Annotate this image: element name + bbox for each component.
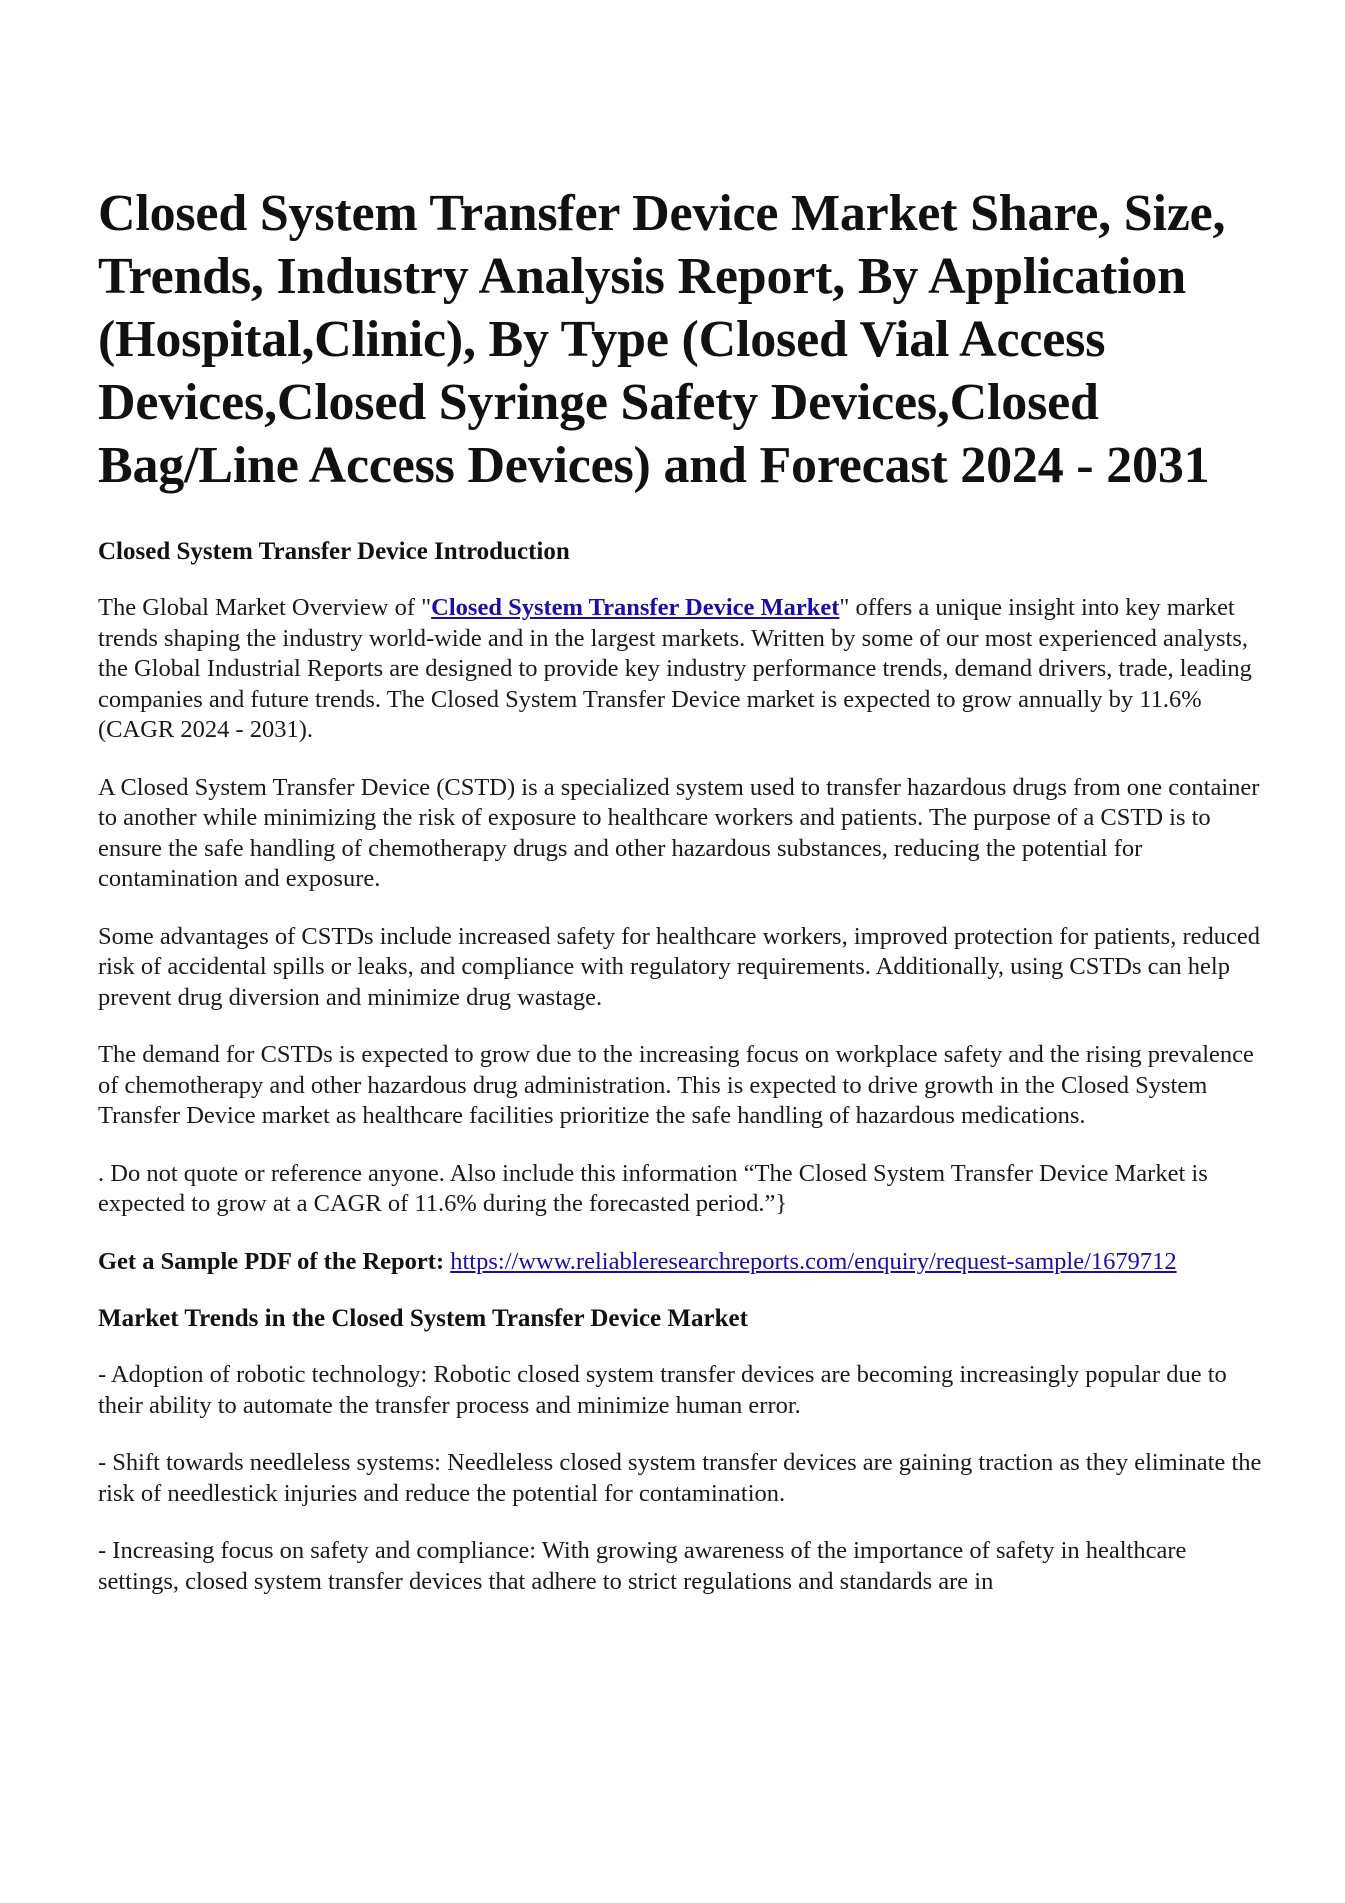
intro-paragraph-2: A Closed System Transfer Device (CSTD) is a specialized system used to transfer hazardous drugs from one container to another while minimizing the risk of exposure to healthcare workers and patients. The purpose of a CSTD is to ensure the safe handling of chemotherapy drugs and other hazardous substances, reducing the potential for contamination and exposure. bbox=[98, 773, 1260, 892]
sample-pdf-label: Get a Sample PDF of the Report: bbox=[98, 1247, 445, 1275]
sample-pdf-paragraph bbox=[98, 1247, 1268, 1278]
trend-item-3: - Increasing focus on safety and compliance: With growing awareness of the importance of safety in healthcare settings, closed system transfer devices that adhere to strict regulations and standards are in bbox=[98, 1537, 1187, 1595]
trends-heading: Market Trends in the Closed System Transfer Device Market bbox=[98, 1305, 748, 1332]
intro-paragraph-4: The demand for CSTDs is expected to grow due to the increasing focus on workplace safety and the rising prevalence of chemotherapy and other hazardous drug administration. This is expected to drive growth in the Closed System Transfer Device market as healthcare facilities prioritize the safe handling of hazardous medications. bbox=[98, 1041, 1254, 1129]
intro-p1-before: The Global Market Overview of " bbox=[98, 594, 432, 621]
trend-item-1: - Adoption of robotic technology: Robotic closed system transfer devices are becoming increasingly popular due to their ability to automate the transfer process and minimize human error. bbox=[98, 1361, 1227, 1419]
intro-paragraph-1 bbox=[98, 593, 1268, 746]
document-page bbox=[98, 182, 1268, 1624]
intro-paragraph-5: . Do not quote or reference anyone. Also include this information “The Closed System Transfer Device Market is expected to grow at a CAGR of 11.6% during the forecasted period.”} bbox=[98, 1159, 1208, 1217]
intro-p1-after: " offers a unique insight into key market trends shaping the industry world-wide and in the largest markets. Written by some of our most experienced analysts, the Global Industrial Reports are designed to provide key industry performance trends, demand drivers, trade, leading companies and future trends. The Closed System Transfer Device market is expected to grow annually by 11.6% (CAGR 2024 - 2031). bbox=[98, 594, 1252, 743]
intro-paragraph-3: Some advantages of CSTDs include increased safety for healthcare workers, improved protection for patients, reduced risk of accidental spills or leaks, and compliance with regulatory requirements. Additionally, using CSTDs can help prevent drug diversion and minimize drug wastage. bbox=[98, 922, 1260, 1011]
page-title: Closed System Transfer Device Market Share, Size, Trends, Industry Analysis Report, By Application (Hospital,Clinic), By Type (Closed Vial Access Devices,Closed Syringe Safety Devices,Closed Bag/Line Access Devices) and Forecast 2024 - 2031 bbox=[98, 185, 1226, 494]
trend-item-2: - Shift towards needleless systems: Needleless closed system transfer devices are gaining traction as they eliminate the risk of needlestick injuries and reduce the potential for contamination. bbox=[98, 1449, 1262, 1507]
sample-pdf-link[interactable]: https://www.reliableresearchreports.com/enquiry/request-sample/1679712 bbox=[450, 1247, 1177, 1275]
intro-heading: Closed System Transfer Device Introduction bbox=[98, 538, 570, 565]
market-report-link[interactable]: Closed System Transfer Device Market bbox=[431, 594, 840, 621]
